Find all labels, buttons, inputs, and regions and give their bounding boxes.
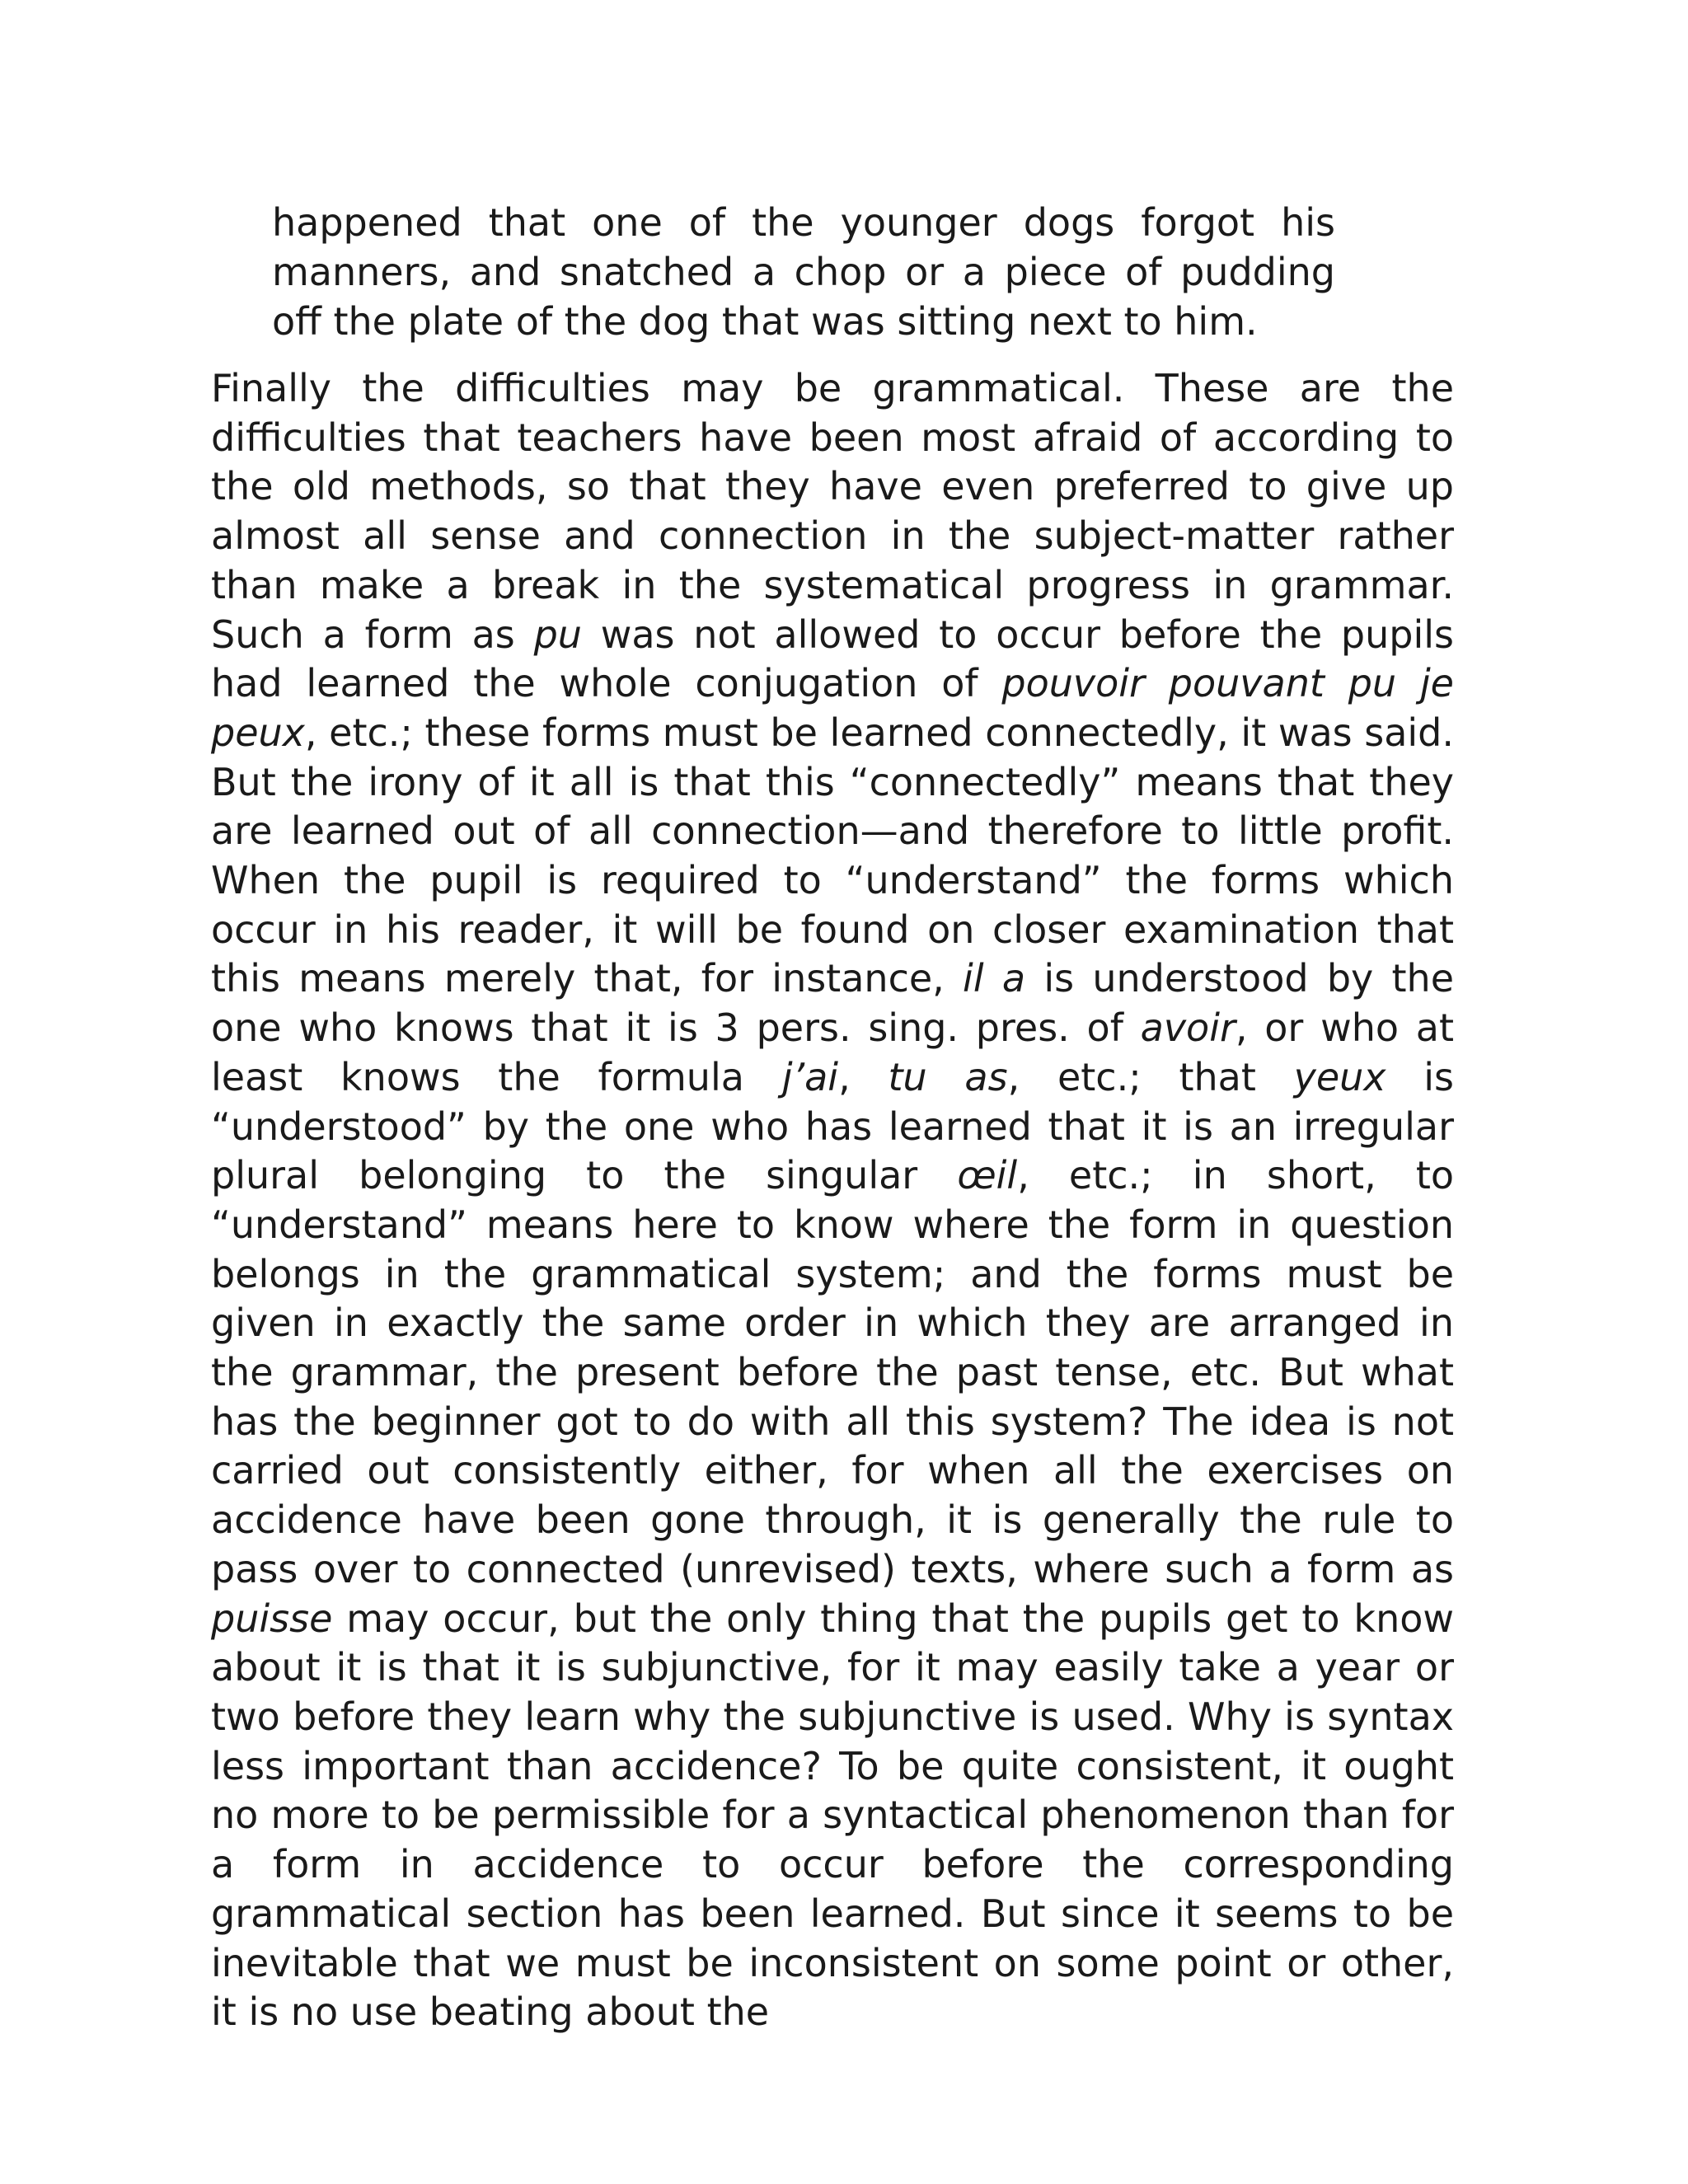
italic-term: œil: [957, 1153, 1018, 1198]
text-run: is “understood” by the one who has learned that it is an irregular plural belonging to the singular: [211, 1054, 1455, 1198]
text-run: , etc.; these forms must be learned connectedly, it was said. But the irony of it all is that this “connectedly” means that they are learned out of all connection—and therefore to little profit. When the pupil is required to “understand” the forms which occur in his reader, it will be found on closer examination that this means merely that, for instance,: [211, 710, 1454, 1001]
text-run: is understood by the one who knows that it is 3 pers. sing. pres. of: [211, 956, 1454, 1051]
italic-term: yeux: [1293, 1054, 1386, 1099]
italic-term: j’ai: [781, 1054, 839, 1099]
italic-term: puisse: [211, 1596, 333, 1641]
text-run: may occur, but the only thing that the pupils get to know about it is that it is subjunctive, for it may easily take a year or two before they learn why the subjunctive is used. Why is syntax less important than accidence? To be quite consistent, it ought no more to be permissible for a syntactical phenomenon than for a form in accidence to occur before the corresponding grammatical section has been learned. But since it seems to be inevitable that we must be inconsistent on some point or other, it is no use beating about the: [211, 1596, 1454, 2035]
italic-term: pouvoir pouvant pu je peux: [211, 661, 1454, 755]
text-run: was not allowed to occur before the pupils had learned the whole conjugation of: [211, 612, 1454, 706]
text-run: Finally the difficulties may be grammatical. These are the difficulties that teachers have been most afraid of according to the old methods, so that they have even preferred to give up almost all sense and connection in the subject-matter rather than make a break in the systematical progress in grammar. Such a form as: [211, 366, 1454, 657]
block-quote: happened that one of the younger dogs forgot his manners, and snatched a chop or a piece of pudding off the plate of the dog that was sitting next to him.: [272, 200, 1335, 344]
text-run: , etc.; that: [1007, 1054, 1294, 1099]
text-run: ,: [838, 1054, 889, 1099]
body-paragraph: [211, 364, 1454, 2037]
text-run: , etc.; in short, to “understand” means here to know where the form in question belongs in the grammatical system; and the forms must be given in exactly the same order in which they are arranged in the grammar, the present before the past tense, etc. But what has the beginner got to do with all this system? The idea is not carried out consistently either, for when all the exercises on accidence have been gone through, it is generally the rule to pass over to connected (unrevised) texts, where such a form as: [211, 1153, 1454, 1591]
text-run: , or who at least knows the formula: [211, 1005, 1454, 1099]
italic-term: tu as: [888, 1054, 1008, 1099]
italic-term: pu: [533, 612, 582, 657]
italic-term: avoir: [1140, 1005, 1236, 1051]
italic-term: il a: [963, 956, 1026, 1001]
